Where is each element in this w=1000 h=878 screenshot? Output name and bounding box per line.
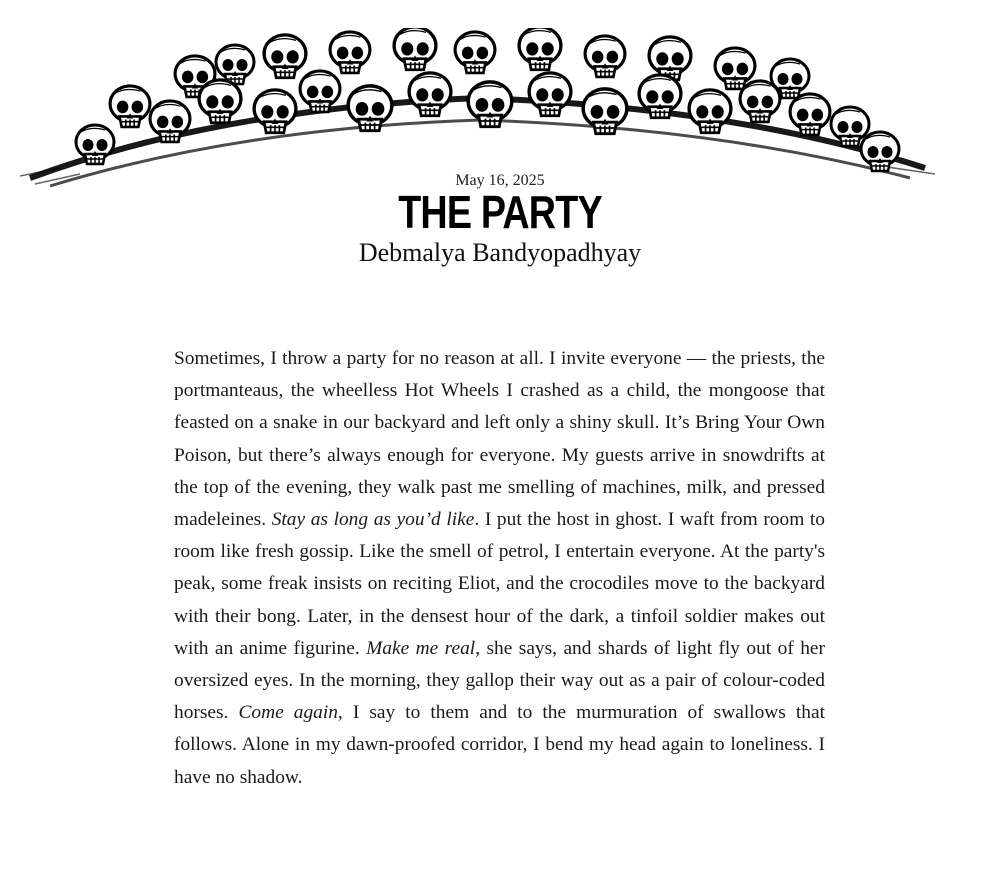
page-title: THE PARTY [398, 186, 602, 238]
poem-text: . I put the host in ghost. I waft from room to room like fresh gossip. Like the smell of petrol, I entertain everyone. At the party's peak, some freak insists on reciting Eliot, and the crocodiles move to the backyard with their bong. Later, in the densest hour of the dark, a tinfoil soldier makes out with an anime figurine. [174, 509, 825, 659]
poem-text: Sometimes, I throw a party for no reason at all. I invite everyone — the priests, the portmanteaus, the wheelless Hot Wheels I crashed as a child, the mongoose that feasted on a snake in our backyard and left only a shiny skull. It’s Bring Your Own Poison, but there’s always enough for everyone. My guests arrive in snowdrifts at the top of the evening, they walk past me smelling of machines, milk, and pressed madeleines. [174, 348, 825, 531]
poem-text: , she says, and shards of light fly out of her oversized eyes. In the morning, they gallop their way out as a pair of colour-coded horses. [174, 637, 825, 724]
poem-italic-phrase: Come again [238, 702, 338, 724]
publish-date: May 16, 2025 [455, 172, 545, 189]
poem-body [174, 343, 825, 794]
poem-italic-phrase: Make me real [366, 637, 476, 659]
poem-italic-phrase: Stay as long as you’d like [271, 509, 475, 531]
poem-text: , I say to them and to the murmuration of swallows that follows. Alone in my dawn-proofed corridor, I bend my head again to loneliness. I have no shadow. [174, 702, 825, 788]
skull-pile-illustration [20, 28, 940, 193]
author-name: Debmalya Bandyopadhyay [358, 238, 642, 267]
